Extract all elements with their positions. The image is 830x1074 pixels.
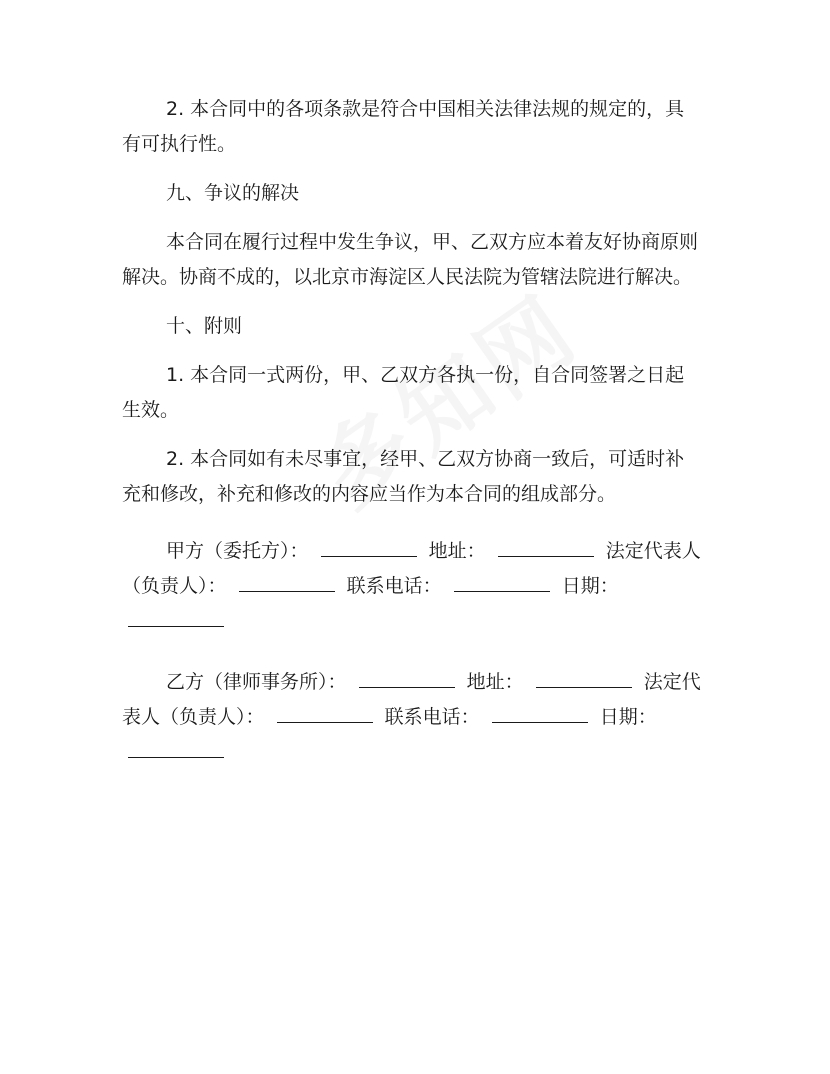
- party-a-address-label: 地址：: [428, 540, 486, 562]
- party-b-rep-blank[interactable]: [277, 700, 373, 723]
- party-b-date-blank[interactable]: [128, 735, 224, 758]
- party-b-phone-blank[interactable]: [492, 700, 588, 723]
- party-a-name-blank[interactable]: [321, 534, 417, 557]
- section-10-title: 十、附则: [166, 315, 243, 337]
- party-b-address-label: 地址：: [466, 671, 524, 693]
- clause-8-2: 2. 本合同中的各项条款是符合中国相关法律法规的规定的，具有可执行性。: [122, 98, 685, 155]
- clause-10-2: 2. 本合同如有未尽事宜，经甲、乙双方协商一致后，可适时补充和修改，补充和修改的内容应当作为本合同的组成部分。: [122, 448, 685, 505]
- section-9-title: 九、争议的解决: [166, 182, 300, 204]
- party-a-label: 甲方（委托方）：: [166, 540, 309, 562]
- party-b-phone-label: 联系电话：: [384, 706, 480, 728]
- party-a-date-label: 日期：: [561, 575, 619, 597]
- document-body: [122, 92, 702, 784]
- party-b-name-blank[interactable]: [359, 665, 455, 688]
- party-b-address-blank[interactable]: [536, 665, 632, 688]
- party-b-rep-label: 法定代表人（负责人）：: [122, 671, 701, 728]
- section-9-body: 本合同在履行过程中发生争议，甲、乙双方应本着友好协商原则解决。协商不成的，以北京市海淀区人民法院为管辖法院进行解决。: [122, 231, 699, 288]
- party-a-rep-label: 法定代表人（负责人）：: [122, 540, 701, 597]
- party-a-signature-block: [122, 534, 702, 639]
- party-a-date-blank[interactable]: [128, 604, 224, 627]
- party-b-date-label: 日期：: [599, 706, 657, 728]
- party-a-phone-label: 联系电话：: [346, 575, 442, 597]
- party-a-phone-blank[interactable]: [454, 569, 550, 592]
- party-b-label: 乙方（律师事务所）：: [166, 671, 347, 693]
- clause-10-1: 1. 本合同一式两份，甲、乙双方各执一份，自合同签署之日起生效。: [122, 364, 685, 421]
- party-a-address-blank[interactable]: [498, 534, 594, 557]
- party-b-signature-block: [122, 665, 702, 770]
- party-a-rep-blank[interactable]: [239, 569, 335, 592]
